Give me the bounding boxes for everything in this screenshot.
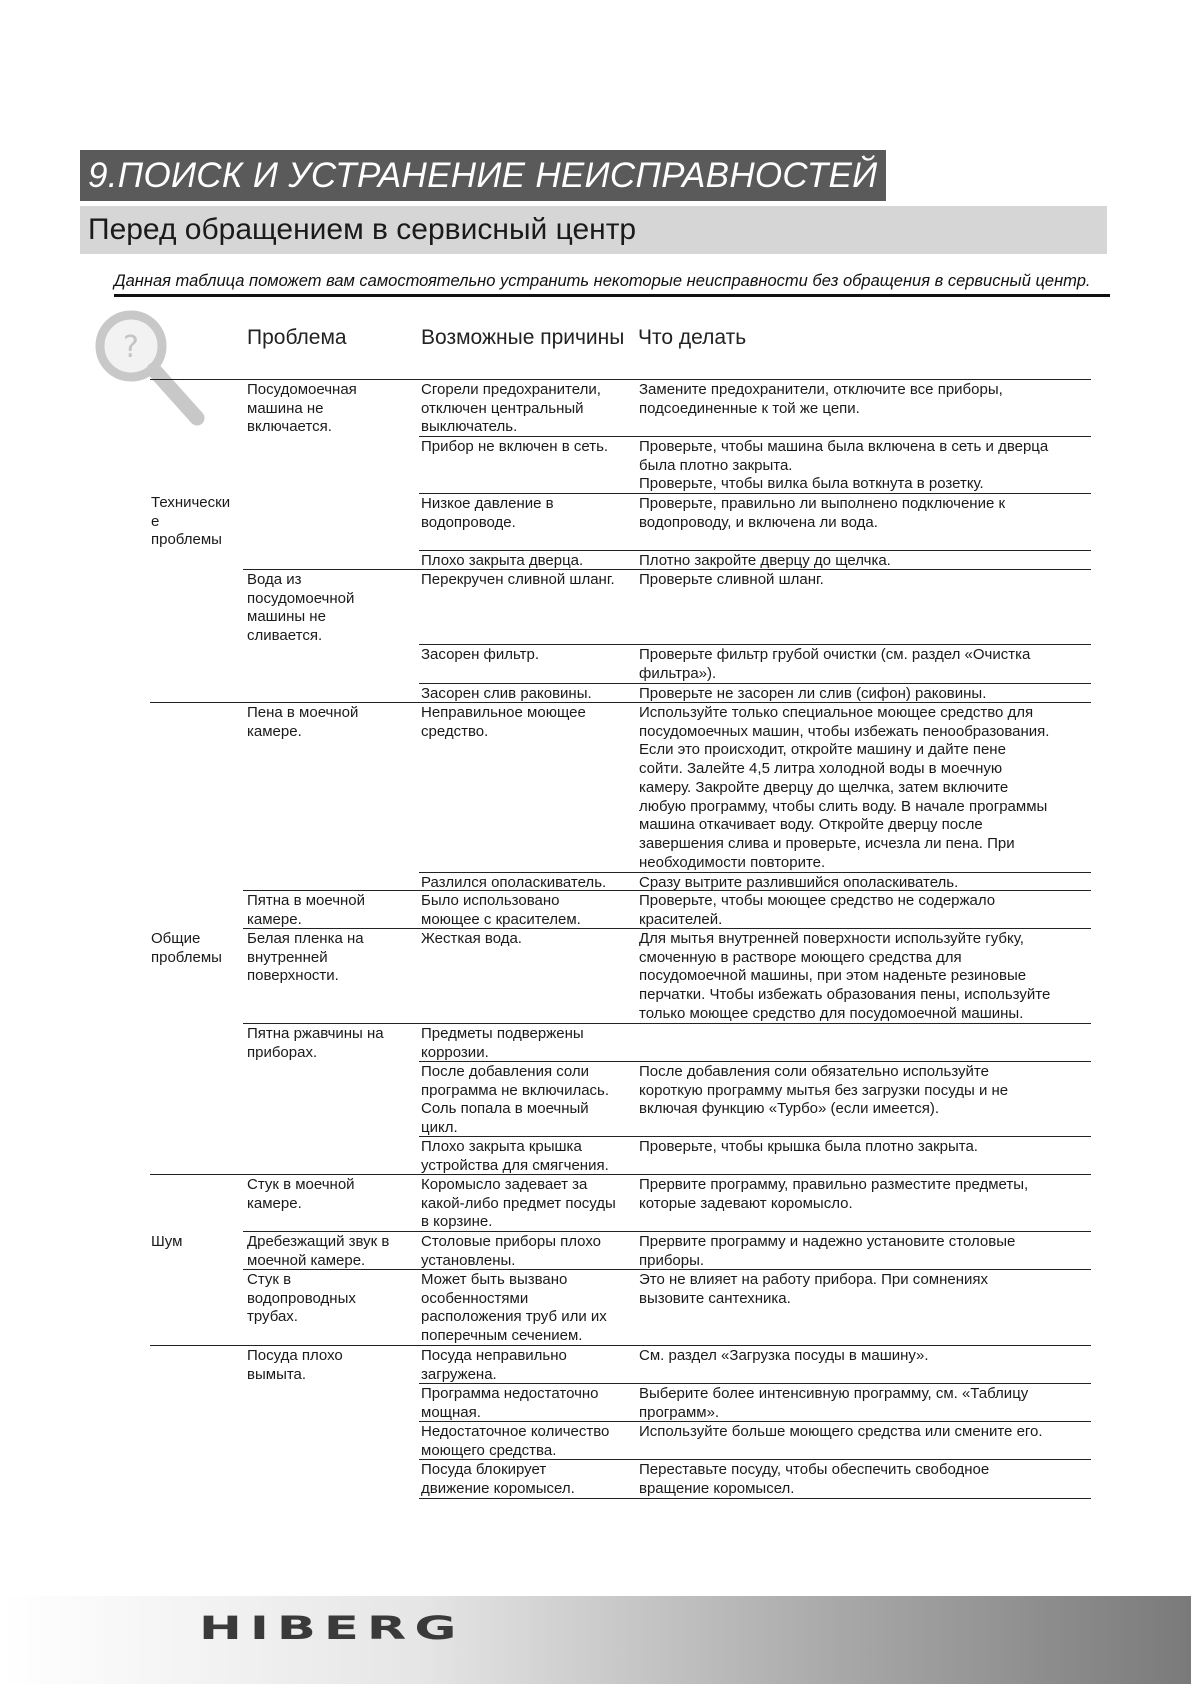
action-cell: Переставьте посуду, чтобы обеспечить свободное вращение коромысел. [639,1461,990,1497]
problem-cell: Посудомоечная машина не включается. [247,381,357,436]
action-cell: Замените предохранители, отключите все приборы, подсоединенные к той же цепи. [639,381,1003,417]
action-cell: Проверьте, правильно ли выполнено подключение к водопроводу, и включена ли вода. [639,495,1006,531]
cause-cell: Коромысло задевает за какой-либо предмет посуды в корзине. [421,1176,616,1231]
problem-cell: Стук в водопроводных трубах. [247,1271,356,1326]
magnifier-question-icon [92,306,212,432]
column-header-action: Что делать [638,326,747,349]
cause-cell: Неправильное моющее средство. [421,704,586,740]
action-cell: Проверьте, чтобы машина была включена в сеть и дверца была плотно закрыта. Проверьте, чтобы вилка была воткнута в розетку. [639,438,1049,493]
action-cell: Выберите более интенсивную программу, см. «Таблицу программ». [639,1385,1029,1421]
action-cell: Сразу вытрите разлившийся ополаскиватель. [639,874,959,891]
cause-cell: Низкое давление в водопроводе. [421,495,554,531]
svg-text:?: ? [123,330,139,365]
cause-cell: Засорен слив раковины. [421,685,592,702]
brand-logo: HIBERG [199,1609,465,1647]
cause-cell: Перекручен сливной шланг. [421,571,615,588]
footer-bar [0,1596,1191,1684]
action-cell: Проверьте, чтобы моющее средство не содержало красителей. [639,892,996,928]
problem-cell: Дребезжащий звук в моечной камере. [247,1233,390,1269]
cause-cell: Прибор не включен в сеть. [421,438,609,455]
cause-cell: После добавления соли программа не включилась. Соль попала в моечный цикл. [421,1063,610,1137]
row-divider [419,550,1091,551]
cause-cell: Посуда блокирует движение коромысел. [421,1461,575,1497]
cause-cell: Засорен фильтр. [421,646,540,663]
column-header-causes: Возможные причины [421,326,625,349]
row-divider [150,1174,1091,1175]
column-header-problem: Проблема [247,326,347,349]
cause-cell: Посуда неправильно загружена. [421,1347,567,1383]
cause-cell: Было использовано моющее с красителем. [421,892,581,928]
problem-cell: Белая пленка на внутренней поверхности. [247,930,364,985]
problem-cell: Пятна ржавчины на приборах. [247,1025,384,1061]
cause-cell: Плохо закрыта дверца. [421,552,584,569]
action-cell: Плотно закройте дверцу до щелчка. [639,552,891,569]
page-subtitle: Перед обращением в сервисный центр [80,206,1107,254]
intro-text: Данная таблица поможет вам самостоятельно устранить некоторые неисправности без обращения в сервисный центр. [114,272,1110,297]
row-divider [150,379,1091,380]
problem-cell: Посуда плохо вымыта. [247,1347,343,1383]
action-cell: Это не влияет на работу прибора. При сомнениях вызовите сантехника. [639,1271,989,1307]
row-divider [419,644,1091,645]
category-general: Общие проблемы [151,930,222,966]
action-cell: См. раздел «Загрузка посуды в машину». [639,1347,929,1364]
action-cell: Проверьте не засорен ли слив (сифон) раковины. [639,685,987,702]
cause-cell: Разлился ополаскиватель. [421,874,607,891]
cause-cell: Столовые приборы плохо установлены. [421,1233,602,1269]
cause-cell: Жесткая вода. [421,930,522,947]
category-technical: Технически е проблемы [151,494,231,549]
cause-cell: Сгорели предохранители, отключен центральный выключатель. [421,381,601,436]
action-cell: Для мытья внутренней поверхности используйте губку, смоченную в растворе моющего средства для посудомоечной машины, при этом наденьте резиновые перчатки. Чтобы избежать образования пены, используйте только моющее средство для посудомоечной машины. [639,930,1051,1022]
section-title: 9.ПОИСК И УСТРАНЕНИЕ НЕИСПРАВНОСТЕЙ [80,150,886,201]
problem-cell: Пятна в моечной камере. [247,892,366,928]
cause-cell: Предметы подвержены коррозии. [421,1025,584,1061]
category-noise: Шум [151,1233,183,1250]
action-cell: Прервите программу и надежно установите столовые приборы. [639,1233,1016,1269]
problem-cell: Стук в моечной камере. [247,1176,355,1212]
row-divider [243,1231,1091,1232]
problem-cell: Вода из посудомоечной машины не сливается. [247,571,355,645]
row-divider [150,1345,1091,1346]
action-cell: Прервите программу, правильно разместите предметы, которые задевают коромысло. [639,1176,1029,1212]
action-cell: Используйте больше моющего средства или смените его. [639,1423,1043,1440]
action-cell: Проверьте сливной шланг. [639,571,824,588]
action-cell: Используйте только специальное моющее средство для посудомоечных машин, чтобы избежать пенообразования. Если это происходит, откройте машину и дайте пене сойти. Залейте 4,5 литра холодной воды в моечную камеру. Закройте дверцу до щелчка, затем включите любую программу, чтобы слить воду. В начале программы машина откачивает воду. Откройте дверцу после завершения слива и проверьте, исчезла ли пена. При необходимости повторите. [639,704,1050,871]
problem-cell: Пена в моечной камере. [247,704,359,740]
action-cell: Проверьте, чтобы крышка была плотно закрыта. [639,1138,978,1155]
cause-cell: Плохо закрыта крышка устройства для смягчения. [421,1138,609,1174]
cause-cell: Может быть вызвано особенностями расположения труб или их поперечным сечением. [421,1271,607,1345]
action-cell: Проверьте фильтр грубой очистки (см. раздел «Очистка фильтра»). [639,646,1031,682]
cause-cell: Программа недостаточно мощная. [421,1385,599,1421]
cause-cell: Недостаточное количество моющего средства. [421,1423,610,1459]
action-cell: После добавления соли обязательно используйте короткую программу мытья без загрузки посуды и не включая функцию «Турбо» (если имеется). [639,1063,1009,1118]
